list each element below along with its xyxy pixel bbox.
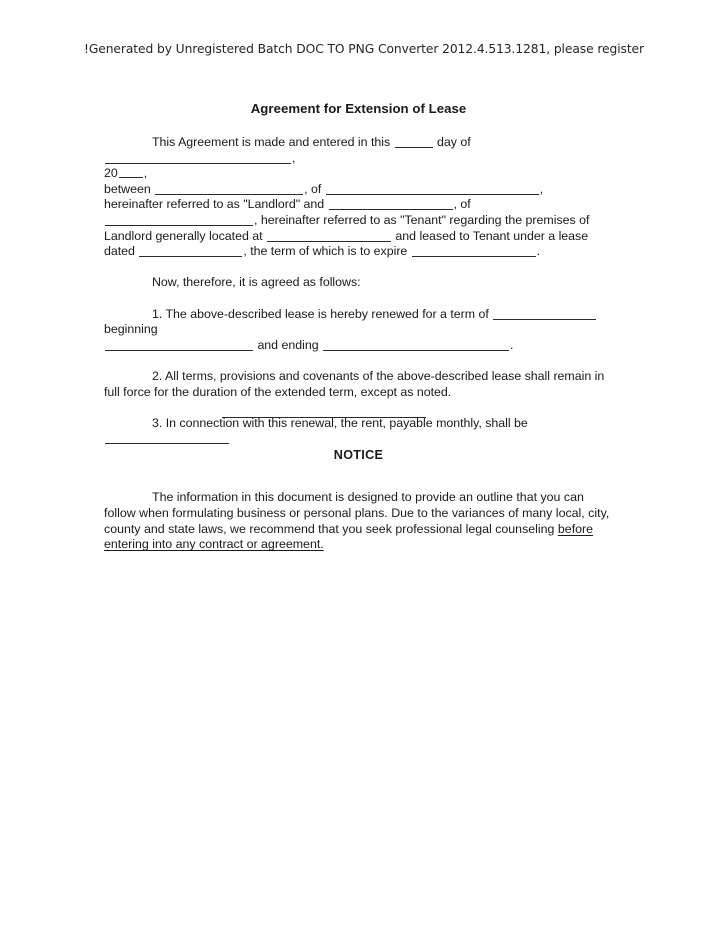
opening-year-prefix: 20 xyxy=(104,166,118,181)
blank-day[interactable] xyxy=(395,137,433,148)
blank-monthly-rent[interactable] xyxy=(105,433,229,444)
clause-1-paragraph xyxy=(104,307,613,354)
opening-comma-2: , xyxy=(143,166,148,181)
opening-of-2: , of xyxy=(453,197,471,212)
disclaimer-underlined-text: before entering into any contract or agreement. xyxy=(104,521,594,552)
signature-line-wrap xyxy=(222,417,426,418)
page-title: Agreement for Extension of Lease xyxy=(250,101,467,116)
opening-period: . xyxy=(536,244,541,259)
blank-month[interactable] xyxy=(105,153,291,164)
clause-3-paragraph xyxy=(104,416,613,447)
blank-landlord-name[interactable] xyxy=(155,184,303,195)
clause-1-text-d: . xyxy=(510,337,514,352)
blank-renewal-term[interactable] xyxy=(493,309,596,320)
blank-tenant-address[interactable] xyxy=(105,215,253,226)
blank-tenant-name[interactable] xyxy=(329,199,453,210)
blank-expiry-date[interactable] xyxy=(412,246,536,257)
opening-landlord-phrase: hereinafter referred to as "Landlord" and xyxy=(104,197,325,212)
clause-3-text: 3. In connection with this renewal, the rent, payable monthly, shall be xyxy=(152,415,528,430)
opening-dated-label: dated xyxy=(104,244,135,259)
clause-1-text-b: beginning xyxy=(104,322,158,337)
opening-comma-1: , xyxy=(292,150,296,165)
blank-premises-location[interactable] xyxy=(267,231,391,242)
converter-watermark-banner: !Generated by Unregistered Batch DOC TO PNG Converter 2012.4.513.1281, please register xyxy=(84,42,644,56)
opening-tenant-phrase: , hereinafter referred to as "Tenant" regarding the premises of xyxy=(254,212,590,227)
blank-year[interactable] xyxy=(119,167,143,178)
opening-leased-phrase: and leased to Tenant under a lease xyxy=(395,228,589,243)
clause-1-text-a: 1. The above-described lease is hereby renewed for a term of xyxy=(152,306,489,321)
opening-premises-label: Landlord generally located at xyxy=(104,228,263,243)
document-body xyxy=(104,100,613,447)
blank-term-end-date[interactable] xyxy=(323,340,509,351)
disclaimer-paragraph xyxy=(104,490,616,552)
opening-of-1: , of xyxy=(304,181,322,196)
opening-comma-3: , xyxy=(539,181,544,196)
clause-2-paragraph: 2. All terms, provisions and covenants of the above-described lease shall remain in full force for the duration of the extended term, except as noted. xyxy=(104,368,605,399)
signature-line[interactable] xyxy=(222,417,426,418)
clause-1-text-c: and ending xyxy=(257,337,319,352)
notice-heading: NOTICE xyxy=(333,448,384,462)
opening-between-label: between xyxy=(104,181,151,196)
opening-paragraph xyxy=(104,135,613,260)
opening-day-of-label: day of xyxy=(437,135,471,149)
blank-landlord-address[interactable] xyxy=(326,184,539,195)
blank-term-begin-date[interactable] xyxy=(105,340,253,351)
opening-line1-text: This Agreement is made and entered in this xyxy=(152,135,391,149)
opening-term-phrase: , the term of which is to expire xyxy=(243,244,408,259)
agreed-intro-paragraph: Now, therefore, it is agreed as follows: xyxy=(152,275,361,290)
disclaimer-plain-text: The information in this document is designed to provide an outline that you can follow when formulating business or personal plans. Due to the variances of many local, city, county and state laws, we recommend that you seek professional legal counseling xyxy=(104,490,610,536)
blank-lease-date[interactable] xyxy=(139,246,242,257)
